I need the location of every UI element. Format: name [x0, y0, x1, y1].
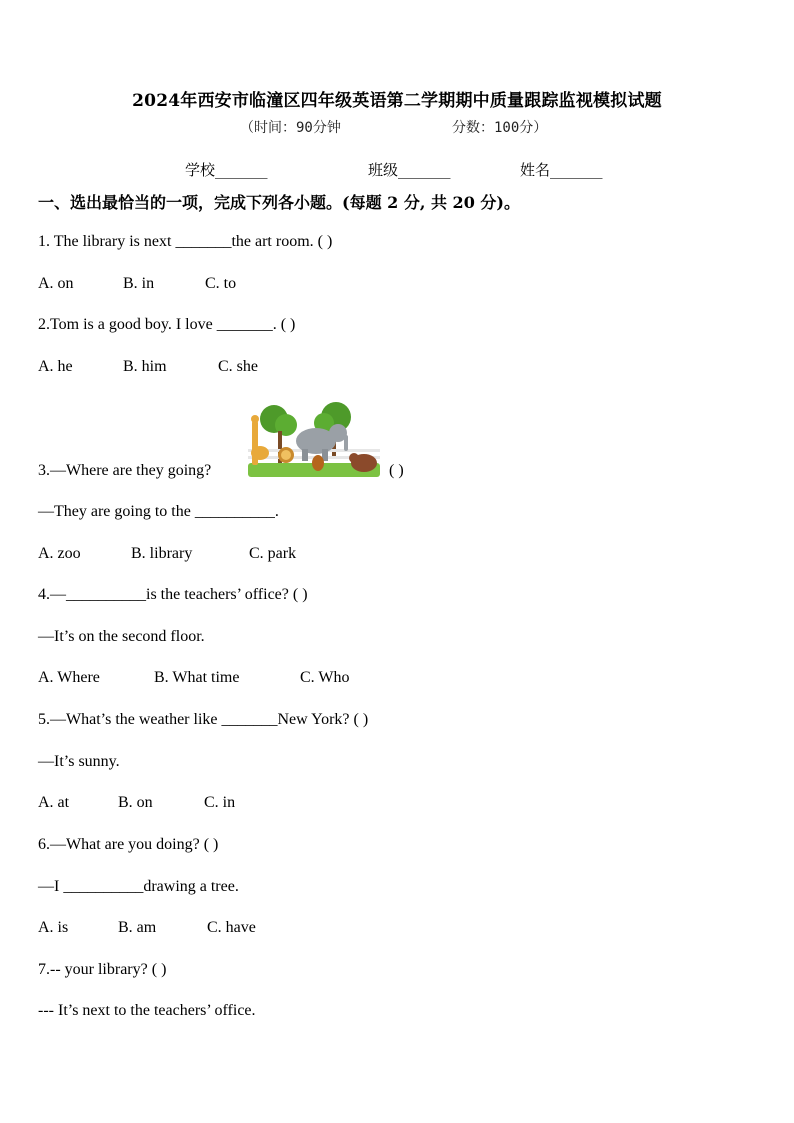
question-4-stem: 4.—__________is the teachers’ office? ( ): [38, 586, 308, 603]
q2-option-a: A. he: [38, 358, 73, 375]
q3-option-a: A. zoo: [38, 545, 81, 562]
total-score: 分数：100分）: [452, 120, 548, 136]
name-field: 姓名_______: [520, 161, 603, 179]
q3-option-b: B. library: [131, 545, 193, 562]
q2-option-c: C. she: [218, 358, 258, 375]
q5-option-b: B. on: [118, 794, 153, 811]
q6-option-a: A. is: [38, 919, 69, 936]
q6-option-c: C. have: [207, 919, 256, 936]
q3-option-c: C. park: [249, 545, 297, 562]
q1-option-c: C. to: [205, 275, 237, 292]
time-limit: （时间：90分钟: [240, 120, 341, 136]
question-2-stem: 2.Tom is a good boy. I love _______. ( ): [38, 316, 296, 333]
question-7-stem: 7.-- your library? ( ): [38, 961, 167, 978]
q7-answer-line: --- It’s next to the teachers’ office.: [38, 1002, 256, 1019]
q1-option-a: A. on: [38, 275, 74, 292]
q4-answer-line: —It’s on the second floor.: [38, 628, 205, 645]
q3-answer-line: —They are going to the __________.: [38, 503, 279, 520]
q4-option-c: C. Who: [300, 669, 350, 686]
question-6-stem: 6.—What are you doing? ( ): [38, 836, 219, 853]
q5-option-c: C. in: [204, 794, 236, 811]
question-3-stem: 3.—Where are they going?: [38, 462, 212, 479]
q1-option-b: B. in: [123, 275, 155, 292]
q4-option-a: A. Where: [38, 669, 100, 686]
question-1-stem: 1. The library is next _______the art room. ( ): [38, 233, 333, 250]
school-field: 学校_______: [185, 161, 268, 179]
q5-option-a: A. at: [38, 794, 70, 811]
question-5-stem: 5.—What’s the weather like _______New York? ( ): [38, 711, 369, 728]
q3-paren: ( ): [389, 462, 404, 479]
q6-answer-line: —I __________drawing a tree.: [38, 878, 239, 895]
section-heading: 一、选出最恰当的一项，完成下列各小题。(每题 2 分, 共 20 分)。: [38, 193, 520, 212]
zoo-animals-image: [246, 401, 382, 479]
class-field: 班级_______: [368, 161, 451, 179]
page-title: 2024年西安市临潼区四年级英语第二学期期中质量跟踪监视模拟试题: [132, 91, 662, 111]
q4-option-b: B. What time: [154, 669, 240, 686]
q2-option-b: B. him: [123, 358, 167, 375]
q5-answer-line: —It’s sunny.: [38, 753, 120, 770]
q6-option-b: B. am: [118, 919, 157, 936]
